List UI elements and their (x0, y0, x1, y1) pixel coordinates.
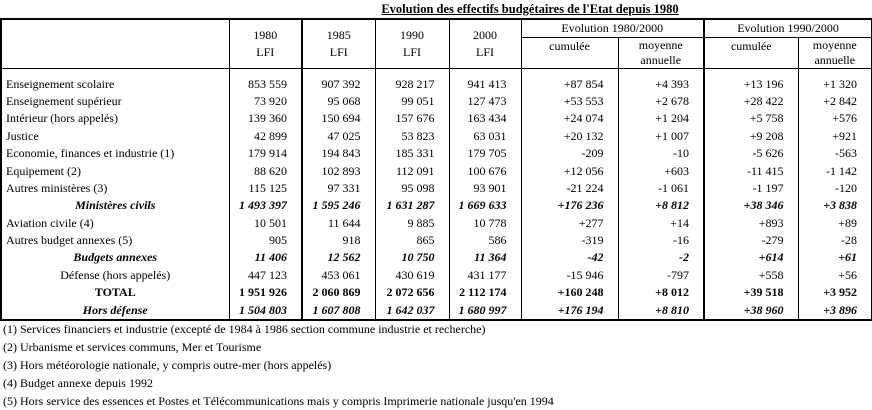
row-label: Enseignement scolaire (6, 76, 115, 91)
table-cell: +614 (704, 249, 798, 266)
table-cell: 102 893 (302, 162, 375, 179)
table-cell: +3 952 (798, 284, 872, 301)
table-cell: 1 595 246 (302, 197, 375, 214)
table-cell: 1 607 808 (302, 301, 375, 319)
table-cell: 42 899 (229, 128, 302, 145)
table-cell: +8 812 (618, 197, 704, 214)
table-cell: 2 060 869 (302, 284, 375, 301)
table-cell: 1 642 037 (375, 301, 449, 319)
table-cell: 95 098 (375, 180, 449, 197)
table-cell: -319 (521, 232, 618, 249)
table-row (1, 284, 872, 301)
table-row (1, 232, 872, 249)
table-cell: 97 331 (302, 180, 375, 197)
table-cell: +3 838 (798, 197, 872, 214)
table-cell: 941 413 (449, 69, 521, 93)
table-cell: -1 142 (798, 162, 872, 179)
table-cell: +1 007 (618, 128, 704, 145)
table-row (1, 128, 872, 145)
table-cell: 431 177 (449, 267, 521, 284)
table-cell: -11 415 (704, 162, 798, 179)
table-cell: -42 (521, 249, 618, 266)
table-cell: -797 (618, 267, 704, 284)
header-moyenne-annuelle: moyenne annuelle (798, 38, 872, 69)
row-label: Ministères civils (75, 198, 156, 213)
table-cell: -15 946 (521, 267, 618, 284)
table-row (1, 301, 872, 319)
footnote: (1) Services financiers et industrie (excepté de 1984 à 1986 section commune industrie et recherche) (3, 322, 486, 336)
table-cell: +4 393 (618, 69, 704, 93)
table-cell: -563 (798, 145, 872, 162)
header-year: 1985 LFI (302, 19, 375, 69)
table-row (1, 249, 872, 266)
table-cell: +921 (798, 128, 872, 145)
table-row (1, 267, 872, 284)
header-cumulee: cumulée (521, 38, 618, 69)
row-label: Autres ministères (3) (6, 180, 108, 195)
footnote: (3) Hors météorologie nationale, y compris outre-mer (hors appelés) (3, 358, 332, 372)
table-cell: +603 (618, 162, 704, 179)
table-cell: 11 406 (229, 249, 302, 266)
row-label: Justice (6, 128, 39, 143)
row-label: Equipement (2) (6, 163, 81, 178)
header-blank (1, 19, 229, 69)
table-cell: +277 (521, 215, 618, 232)
footnote: (4) Budget annexe depuis 1992 (3, 376, 153, 390)
table-cell: 9 885 (375, 215, 449, 232)
row-label: Budgets annexes (73, 250, 158, 265)
table-cell: 157 676 (375, 110, 449, 127)
table-row (1, 93, 872, 110)
table-cell: 53 823 (375, 128, 449, 145)
table-cell: +176 236 (521, 197, 618, 214)
table-cell: 1 504 803 (229, 301, 302, 319)
table-cell: 12 562 (302, 249, 375, 266)
table-cell: -120 (798, 180, 872, 197)
table-cell: -10 (618, 145, 704, 162)
table-cell: 10 778 (449, 215, 521, 232)
table-cell: +89 (798, 215, 872, 232)
header-year: 1980 LFI (229, 19, 302, 69)
footnotes (3, 320, 554, 410)
table-cell: 453 061 (302, 267, 375, 284)
table-cell: -5 626 (704, 145, 798, 162)
table-cell: 430 619 (375, 267, 449, 284)
table-cell: +38 346 (704, 197, 798, 214)
table-cell: 99 051 (375, 93, 449, 110)
table-cell: +61 (798, 249, 872, 266)
table-cell: 73 920 (229, 93, 302, 110)
table-cell: -279 (704, 232, 798, 249)
table-cell: +1 204 (618, 110, 704, 127)
table-cell: +24 074 (521, 110, 618, 127)
table-cell: +8 012 (618, 284, 704, 301)
table-cell: 1 669 633 (449, 197, 521, 214)
table-cell: 447 123 (229, 267, 302, 284)
table-cell: 112 091 (375, 162, 449, 179)
header-evolution-1980-2000: Evolution 1980/2000 (521, 19, 704, 38)
table-cell: 88 620 (229, 162, 302, 179)
row-label: Défense (hors appelés) (60, 267, 171, 282)
table-cell: -2 (618, 249, 704, 266)
table-cell: 928 217 (375, 69, 449, 93)
table-cell: +12 056 (521, 162, 618, 179)
table-cell: 907 392 (302, 69, 375, 93)
table-cell: 139 360 (229, 110, 302, 127)
table-cell: 1 631 287 (375, 197, 449, 214)
table-cell: +893 (704, 215, 798, 232)
table-cell: -28 (798, 232, 872, 249)
table-cell: 2 112 174 (449, 284, 521, 301)
table-cell: +2 678 (618, 93, 704, 110)
table-cell: +56 (798, 267, 872, 284)
row-label: Aviation civile (4) (6, 215, 94, 230)
table-cell: 1 680 997 (449, 301, 521, 319)
row-label: Economie, finances et industrie (1) (6, 146, 175, 161)
header-year: 2000 LFI (449, 19, 521, 69)
table-cell: +160 248 (521, 284, 618, 301)
table-row (1, 110, 872, 127)
table-cell: +20 132 (521, 128, 618, 145)
table-cell: 93 901 (449, 180, 521, 197)
table-cell: 127 473 (449, 93, 521, 110)
table-cell: +558 (704, 267, 798, 284)
table-cell: +87 854 (521, 69, 618, 93)
footnote: (5) Hors service des essences et Postes et Télécommunications mais y compris Imprimerie nationale jusqu'en 1994 (3, 394, 554, 408)
table-cell: 1 493 397 (229, 197, 302, 214)
table-row (1, 162, 872, 179)
table-cell: +1 320 (798, 69, 872, 93)
table-cell: 11 364 (449, 249, 521, 266)
table-cell: 10 501 (229, 215, 302, 232)
table-cell: +5 758 (704, 110, 798, 127)
table-cell: 47 025 (302, 128, 375, 145)
table-cell: +39 518 (704, 284, 798, 301)
table-cell: 115 125 (229, 180, 302, 197)
table-cell: 11 644 (302, 215, 375, 232)
table-cell: 865 (375, 232, 449, 249)
table-row (1, 180, 872, 197)
table-cell: 163 434 (449, 110, 521, 127)
header-moyenne-annuelle: moyenne annuelle (618, 38, 704, 69)
table-cell: 905 (229, 232, 302, 249)
table-cell: 918 (302, 232, 375, 249)
table-cell: 150 694 (302, 110, 375, 127)
header-year: 1990 LFI (375, 19, 449, 69)
table-row (1, 69, 872, 93)
table-cell: +13 196 (704, 69, 798, 93)
table-cell: +38 960 (704, 301, 798, 319)
row-label: Enseignement supérieur (6, 93, 122, 108)
footnote: (2) Urbanisme et services communs, Mer et Tourisme (3, 340, 262, 354)
table-cell: +2 842 (798, 93, 872, 110)
table-cell: 63 031 (449, 128, 521, 145)
row-label: TOTAL (94, 285, 136, 300)
header-cumulee: cumulée (704, 38, 798, 69)
table-cell: +8 810 (618, 301, 704, 319)
effectifs-table (0, 18, 872, 321)
table-cell: -209 (521, 145, 618, 162)
table-cell: -16 (618, 232, 704, 249)
table-cell: 2 072 656 (375, 284, 449, 301)
table-cell: 194 843 (302, 145, 375, 162)
table-cell: +176 194 (521, 301, 618, 319)
row-label: Autres budget annexes (5) (6, 233, 133, 248)
table-cell: 179 914 (229, 145, 302, 162)
table-cell: +14 (618, 215, 704, 232)
table-row (1, 145, 872, 162)
table-cell: -1 197 (704, 180, 798, 197)
table-cell: +9 208 (704, 128, 798, 145)
table-cell: 1 951 926 (229, 284, 302, 301)
table-cell: 586 (449, 232, 521, 249)
row-label: Hors défense (82, 302, 148, 317)
table-cell: +3 896 (798, 301, 872, 319)
row-label: Intérieur (hors appelés) (6, 111, 118, 126)
table-cell: +28 422 (704, 93, 798, 110)
table-row (1, 215, 872, 232)
table-title: Evolution des effectifs budgétaires de l'Etat depuis 1980 (381, 2, 679, 16)
table-cell: 95 068 (302, 93, 375, 110)
table-cell: 100 676 (449, 162, 521, 179)
table-cell: -21 224 (521, 180, 618, 197)
table-cell: 185 331 (375, 145, 449, 162)
table-cell: 10 750 (375, 249, 449, 266)
table-cell: +576 (798, 110, 872, 127)
header-evolution-1990-2000: Evolution 1990/2000 (704, 19, 872, 38)
table-cell: +53 553 (521, 93, 618, 110)
table-cell: 853 559 (229, 69, 302, 93)
table-cell: -1 061 (618, 180, 704, 197)
table-row (1, 197, 872, 214)
table-cell: 179 705 (449, 145, 521, 162)
